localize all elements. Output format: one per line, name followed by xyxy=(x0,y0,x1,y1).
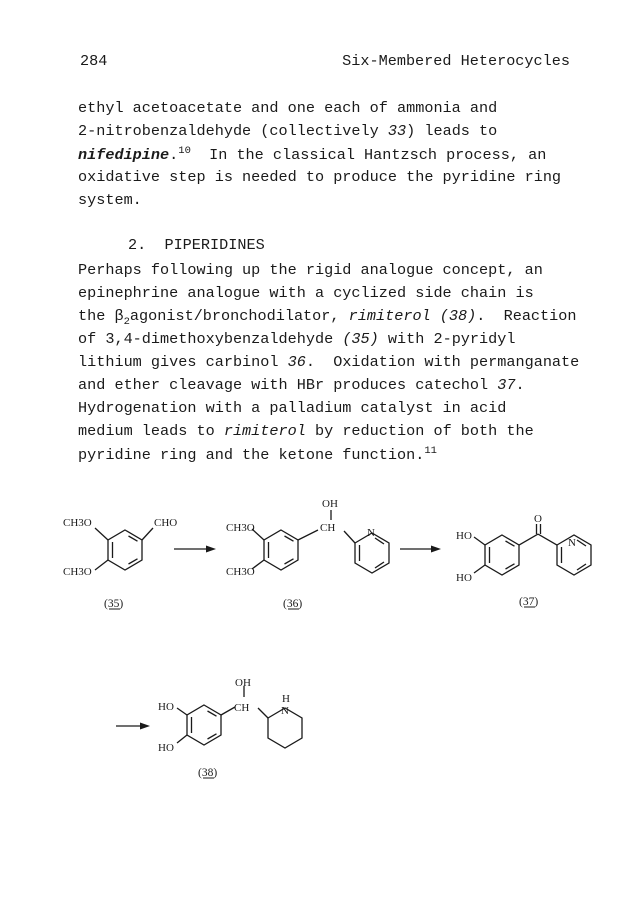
text-line: ethyl acetoacetate and one each of ammonia and xyxy=(78,99,498,117)
formyl-label: CHO xyxy=(154,517,178,529)
section-heading: 2. PIPERIDINES xyxy=(128,236,265,254)
carbonyl-oxygen-label: O xyxy=(534,513,542,525)
methoxy-label: CH3O xyxy=(226,566,255,578)
compound-35-structure xyxy=(63,517,177,610)
citation-superscript: 10 xyxy=(178,145,191,157)
methoxy-label: CH3O xyxy=(63,566,92,578)
reaction-arrow xyxy=(400,546,441,553)
text-line: and ether cleavage with HBr produces catechol 37. xyxy=(78,376,525,394)
compound-36-structure xyxy=(226,498,389,610)
compound-37-label: (37) xyxy=(519,596,539,608)
compound-36-label: (36) xyxy=(283,598,303,610)
pyridine-nitrogen-label: N xyxy=(568,537,576,549)
hydroxyl-label: HO xyxy=(456,572,472,584)
text-line: Hydrogenation with a palladium catalyst in acid xyxy=(78,399,507,417)
reaction-arrow xyxy=(174,546,216,553)
methoxy-label: CH3O xyxy=(63,517,92,529)
hydroxyl-label: OH xyxy=(235,677,251,689)
text-line: medium leads to rimiterol by reduction of both the xyxy=(78,422,534,440)
hydroxyl-label: OH xyxy=(322,498,338,510)
pyridine-nitrogen-label: N xyxy=(367,527,375,539)
compound-37-structure xyxy=(456,513,591,608)
text-line: of 3,4-dimethoxybenzaldehyde (35) with 2-pyridyl xyxy=(78,330,516,348)
methoxy-label: CH3O xyxy=(226,522,255,534)
reaction-arrow xyxy=(116,723,150,730)
text-line: epinephrine analogue with a cyclized side chain is xyxy=(78,284,534,302)
text-line: the $\beta_2agonist$/bronchodilator, rimiterol (38). Reaction xyxy=(78,307,577,329)
methine-label: CH xyxy=(234,702,250,714)
hydroxyl-label: HO xyxy=(158,701,174,713)
hydroxyl-label: HO xyxy=(456,530,472,542)
text-line: Perhaps following up the rigid analogue concept, an xyxy=(78,261,543,279)
text-line: 2-nitrobenzaldehyde (collectively 33) leads to xyxy=(78,122,498,140)
compound-38-label: (38) xyxy=(198,767,218,779)
text-line: system. xyxy=(78,191,142,209)
hydroxyl-label: HO xyxy=(158,742,174,754)
running-title: Six-Membered Heterocycles xyxy=(342,52,570,70)
citation-superscript: 11 xyxy=(424,445,437,457)
text-line: pyridine ring and the ketone function.$^{11}$ xyxy=(78,445,437,465)
page-number: 284 xyxy=(80,52,108,70)
amine-hydrogen-label: H xyxy=(282,693,290,705)
text-line: lithium gives carbinol 36. Oxidation with permanganate xyxy=(78,353,580,371)
text-line: oxidative step is needed to produce the pyridine ring xyxy=(78,168,562,186)
piperidine-nitrogen-label: N xyxy=(281,705,289,717)
methine-label: CH xyxy=(320,522,336,534)
text-line: nifedipine.$^{10}$ In the classical Hantzsch process, an xyxy=(78,145,547,165)
compound-35-label: (35) xyxy=(104,598,124,610)
subscript: 2 xyxy=(123,316,130,329)
compound-38-structure xyxy=(158,677,302,779)
